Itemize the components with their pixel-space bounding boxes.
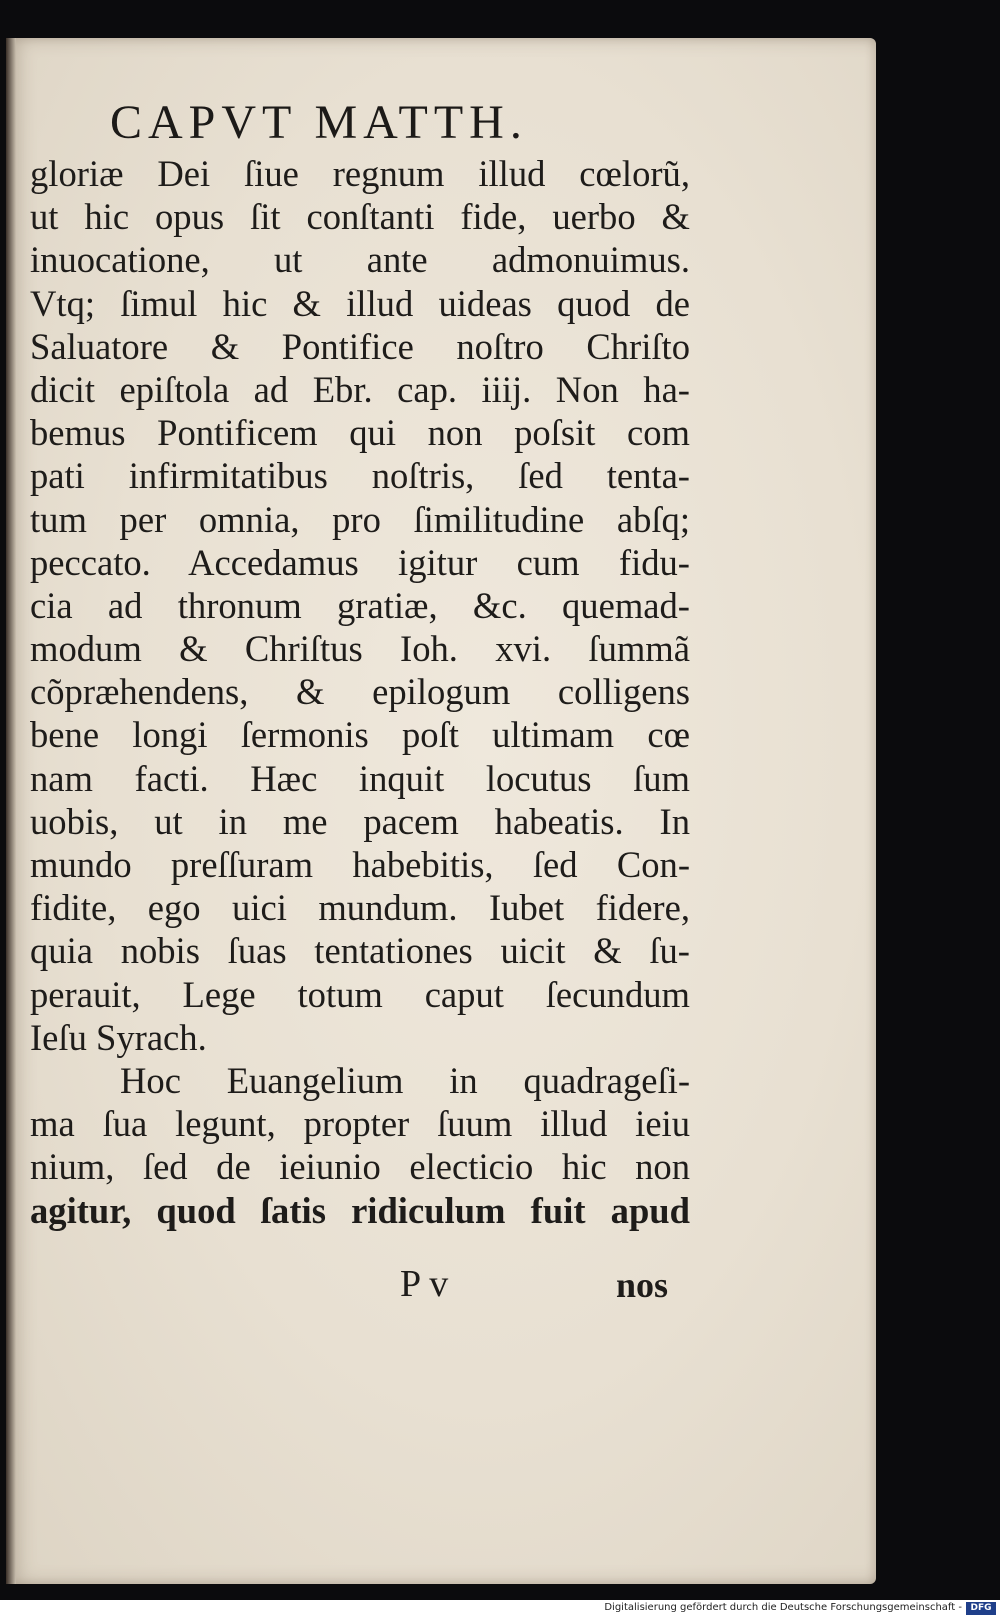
text-line: agitur, quod ſatis ridiculum fuit apud xyxy=(30,1189,690,1231)
text-line: nium, ſed de ieiunio electicio hic non xyxy=(30,1146,690,1188)
text-line: Ieſu Syrach. xyxy=(30,1016,207,1058)
catchword: nos xyxy=(616,1265,669,1305)
text-line: quia nobis ſuas tentationes uicit & ſu- xyxy=(30,930,690,972)
signature-mark: P v xyxy=(400,1263,449,1305)
dfg-logo: DFG xyxy=(966,1602,996,1615)
text-line: dicit epiſtola ad Ebr. cap. iiij. Non ha- xyxy=(30,368,690,410)
text-line: peccato. Accedamus igitur cum fidu- xyxy=(30,541,690,583)
text-line: tum per omnia, pro ſimilitudine abſq; xyxy=(30,498,690,540)
text-line: perauit, Lege totum caput ſecundum xyxy=(30,973,690,1015)
text-line: bemus Pontificem qui non poſsit com xyxy=(30,412,690,454)
text-line: uobis, ut in me pacem habeatis. In xyxy=(30,800,690,842)
page-gutter xyxy=(6,38,16,1584)
body-text xyxy=(30,152,690,1232)
text-line: bene longi ſermonis poſt ultimam cœ xyxy=(30,714,690,756)
digitization-credit: Digitalisierung gefördert durch die Deutsche Forschungsgemeinschaft - xyxy=(604,1602,962,1613)
running-title: CAPVT MATTH. xyxy=(110,96,528,149)
text-line: Vtq; ſimul hic & illud uideas quod de xyxy=(30,282,690,324)
text-line: cia ad thronum gratiæ, &c. quemad- xyxy=(30,584,690,626)
text-line: fidite, ego uici mundum. Iubet fidere, xyxy=(30,887,690,929)
text-line: ut hic opus ſit conſtanti fide, uerbo & xyxy=(30,196,690,238)
text-line-paragraph-start: Hoc Euangelium in quadrageſi- xyxy=(120,1059,690,1101)
text-line: Saluatore & Pontifice noſtro Chriſto xyxy=(30,325,690,367)
text-line: gloriæ Dei ſiue regnum illud cœlorũ, xyxy=(30,153,690,194)
text-line: nam facti. Hæc inquit locutus ſum xyxy=(30,757,690,799)
text-line: inuocatione, ut ante admonuimus. xyxy=(30,239,690,281)
text-line: ma ſua legunt, propter ſuum illud ieiu xyxy=(30,1103,690,1145)
text-line: cõpræhendens, & epilogum colligens xyxy=(30,671,690,713)
text-line: modum & Chriſtus Ioh. xvi. ſummã xyxy=(30,628,690,670)
text-line: mundo preſſuram habebitis, ſed Con- xyxy=(30,844,690,885)
text-line: pati infirmitatibus noſtris, ſed tenta- xyxy=(30,455,690,497)
